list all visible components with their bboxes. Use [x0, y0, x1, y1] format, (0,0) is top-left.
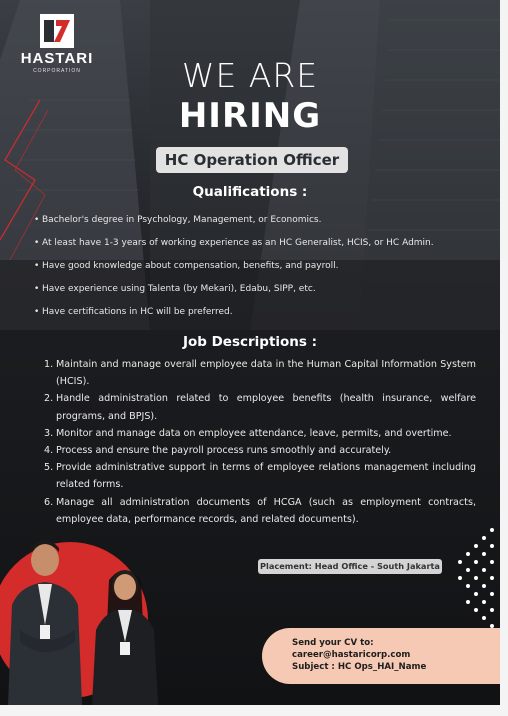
- headline-hiring: HIRING: [178, 96, 322, 136]
- list-item: 6. Manage all administration documents of HCGA (such as employment contracts, employee data, performance records, and related documents).: [44, 496, 476, 525]
- qualifications-list: [34, 215, 474, 330]
- send-cv-label: Send your CV to:: [292, 638, 374, 648]
- list-item: 5. Provide administrative support in terms of employee relations management including related forms.: [44, 462, 476, 491]
- list-item: • Bachelor's degree in Psychology, Management, or Economics.: [34, 215, 322, 225]
- brand-name: HASTARI: [20, 50, 94, 67]
- list-item: • Have good knowledge about compensation, benefits, and payroll.: [34, 261, 339, 271]
- page-edge-right: [500, 0, 508, 716]
- brand-tagline: CORPORATION: [33, 68, 81, 74]
- job-descriptions-list: [44, 356, 476, 528]
- career-email[interactable]: career@hastaricorp.com: [292, 650, 411, 660]
- list-item: 1. Maintain and manage overall employee data in the Human Capital Information System (HCIS).: [44, 359, 476, 388]
- email-subject: Subject : HC Ops_HAI_Name: [292, 662, 427, 672]
- employees-photo: [0, 530, 190, 705]
- logo-mark-icon: [40, 14, 74, 48]
- list-item: 4. Process and ensure the payroll process runs smoothly and accurately.: [44, 445, 392, 457]
- page-edge-bottom: [0, 705, 508, 716]
- list-item: • Have experience using Talenta (by Mekari), Edabu, SIPP, etc.: [34, 284, 316, 294]
- headline-we-are: WE ARE: [181, 56, 319, 95]
- position-title-badge: HC Operation Officer: [156, 147, 348, 173]
- job-descriptions-heading: Job Descriptions :: [182, 334, 318, 350]
- qualifications-heading: Qualifications :: [192, 184, 308, 200]
- list-item: • At least have 1-3 years of working experience as an HC Generalist, HCIS, or HC Admin.: [34, 238, 434, 248]
- list-item: 3. Monitor and manage data on employee attendance, leave, permits, and overtime.: [44, 427, 452, 439]
- placement-badge: Placement: Head Office - South Jakarta: [258, 559, 442, 574]
- list-item: • Have certifications in HC will be preferred.: [34, 307, 233, 317]
- list-item: 2. Handle administration related to employee benefits (health insurance, welfare programs, and BPJS).: [44, 393, 476, 422]
